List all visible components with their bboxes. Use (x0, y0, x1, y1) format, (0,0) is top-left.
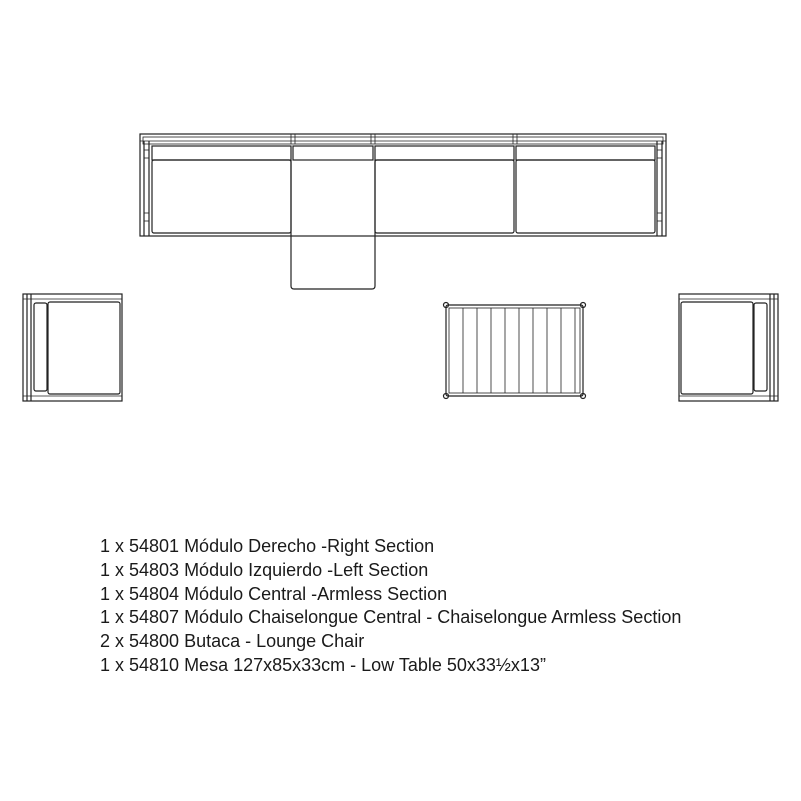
sofa-back-rail (143, 137, 663, 144)
chaise-cushion (291, 160, 375, 289)
low-table (444, 303, 586, 399)
seat-cushion-left (152, 160, 291, 233)
parts-list-item: 2 x 54800 Butaca - Lounge Chair (100, 631, 365, 652)
back-cushion-chaise (293, 146, 373, 160)
parts-list-item: 1 x 54803 Módulo Izquierdo -Left Section (100, 559, 429, 580)
chair-right-back-cushion (754, 303, 767, 391)
lounge-chair-left (23, 294, 122, 401)
back-cushion-right (516, 146, 655, 160)
lounge-chair-right (679, 294, 778, 401)
chair-left-seat-cushion (48, 302, 120, 394)
low-table-frame (446, 305, 583, 396)
parts-list-item: 1 x 54804 Módulo Central -Armless Section (100, 583, 448, 604)
chair-left-frame (23, 294, 122, 401)
parts-list-item: 1 x 54801 Módulo Derecho -Right Section (100, 536, 435, 556)
chair-left-back-cushion (34, 303, 47, 391)
parts-list-item: 1 x 54807 Módulo Chaiselongue Central - Chaiselongue Armless Section (100, 607, 682, 628)
sofa-right-arm (657, 141, 662, 236)
parts-list-item: 1 x 54810 Mesa 127x85x33cm - Low Table 50x33½x13” (100, 654, 546, 675)
seat-cushion-right (516, 160, 655, 233)
chair-right-frame (679, 294, 778, 401)
back-cushion-central (375, 146, 514, 160)
sectional-sofa (140, 134, 666, 289)
sofa-frame (140, 134, 666, 236)
seat-cushion-central (375, 160, 514, 233)
back-cushion-left (152, 146, 291, 160)
parts-list (100, 535, 681, 678)
chair-right-seat-cushion (681, 302, 753, 394)
sofa-left-arm (144, 141, 149, 236)
